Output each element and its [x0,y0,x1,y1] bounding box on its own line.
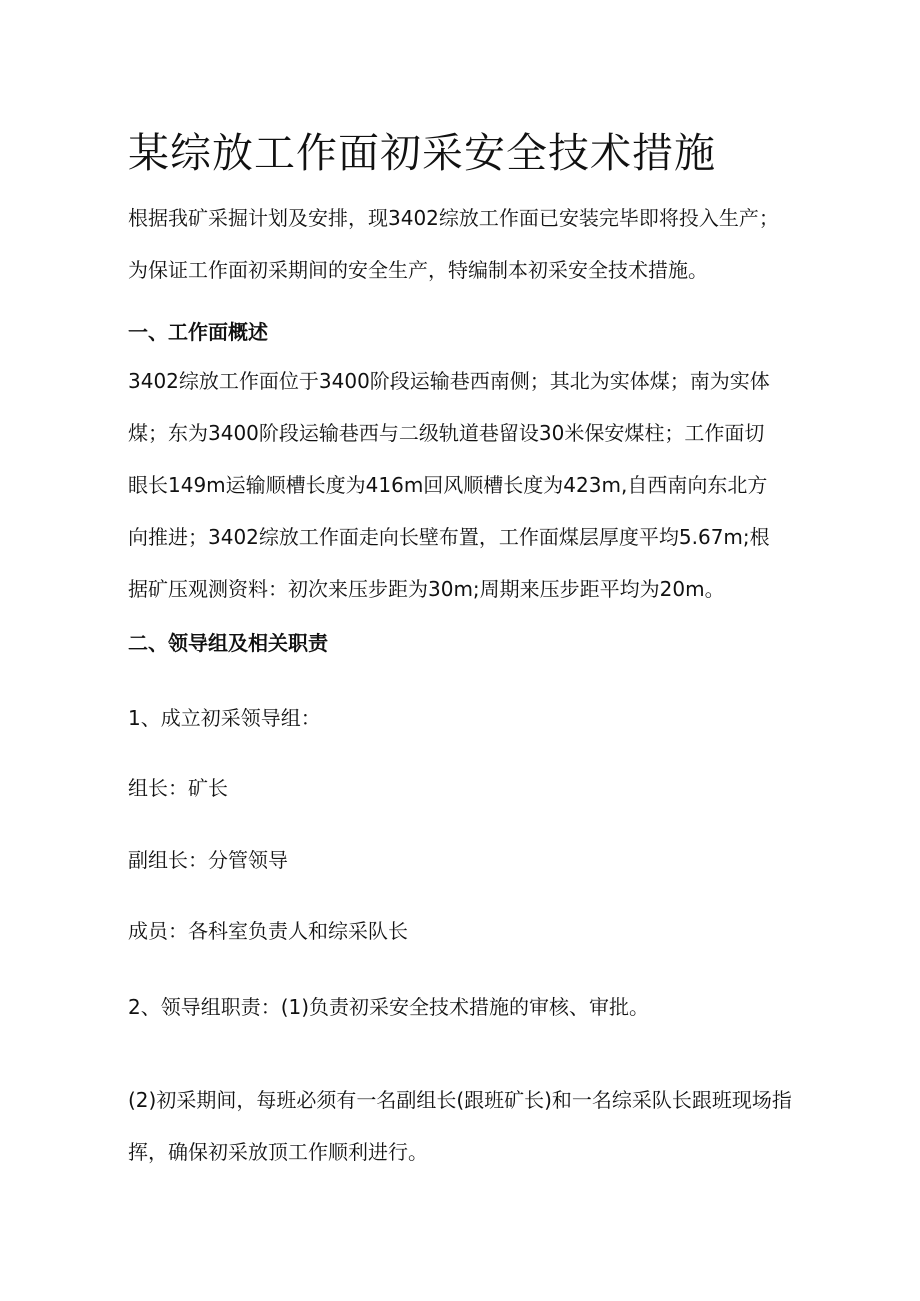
overview-line: 3402综放工作面位于3400阶段运输巷西南侧；其北为实体煤；南为实体 [128,369,770,393]
vice-leader-line: 副组长：分管领导 [128,848,288,872]
section-heading-overview: 一、工作面概述 [128,320,268,344]
item-group-duties: 2、领导组职责：(1)负责初采安全技术措施的审核、审批。 [128,995,650,1019]
overview-paragraph [128,355,808,615]
document-title: 某综放工作面初采安全技术措施 [128,129,716,177]
section-heading-leadership: 二、领导组及相关职责 [128,631,328,655]
overview-line: 煤；东为3400阶段运输巷西与二级轨道巷留设30米保安煤柱；工作面切 [128,421,765,445]
duty-line: (2)初采期间，每班必须有一名副组长(跟班矿长)和一名综采队长跟班现场指 [128,1088,792,1112]
overview-line: 眼长149m运输顺槽长度为416m回风顺槽长度为423m,自西南向东北方 [128,473,768,497]
members-line: 成员：各科室负责人和综采队长 [128,919,408,943]
overview-line: 据矿压观测资料：初次来压步距为30m;周期来压步距平均为20m。 [128,577,725,601]
group-leader-line: 组长：矿长 [128,776,228,800]
duty-2-paragraph [128,1074,808,1178]
duty-line: 挥，确保初采放顶工作顺利进行。 [128,1140,428,1164]
item-establish-group: 1、成立初采领导组： [128,706,321,730]
intro-line: 根据我矿采掘计划及安排，现3402综放工作面已安装完毕即将投入生产； [128,206,779,230]
overview-line: 向推进；3402综放工作面走向长壁布置，工作面煤层厚度平均5.67m;根 [128,525,770,549]
intro-line: 为保证工作面初采期间的安全生产，特编制本初采安全技术措施。 [128,258,708,282]
intro-paragraph [128,192,808,296]
